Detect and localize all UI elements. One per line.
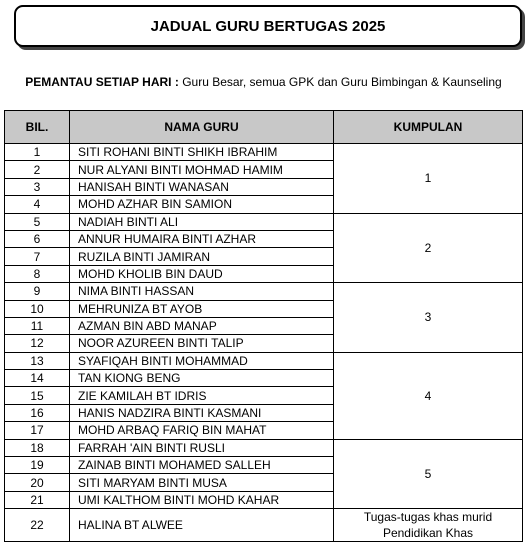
duty-roster-table [4,110,523,542]
bil-cell: 21 [5,491,70,508]
bil-cell: 10 [5,300,70,317]
monitor-note [0,75,527,89]
nama-cell: AZMAN BIN ABD MANAP [70,317,334,334]
kumpulan-cell: 2 [334,213,523,283]
header-nama: NAMA GURU [70,111,334,144]
bil-cell: 9 [5,283,70,300]
nama-cell: HANISAH BINTI WANASAN [70,178,334,195]
nama-cell: MEHRUNIZA BT AYOB [70,300,334,317]
bil-cell: 1 [5,144,70,161]
bil-cell: 5 [5,213,70,230]
bil-cell: 6 [5,230,70,247]
bil-cell: 8 [5,265,70,282]
bil-cell: 18 [5,439,70,456]
nama-cell: FARRAH 'AIN BINTI RUSLI [70,439,334,456]
table-header-row [5,111,523,144]
special-duty-cell [334,509,523,542]
bil-cell: 3 [5,178,70,195]
nama-cell: MOHD KHOLIB BIN DAUD [70,265,334,282]
page-title [14,5,522,47]
table-row [5,509,523,542]
nama-cell: NUR ALYANI BINTI MOHMAD HAMIM [70,161,334,178]
nama-cell: ZAINAB BINTI MOHAMED SALLEH [70,457,334,474]
bil-cell: 2 [5,161,70,178]
nama-cell: TAN KIONG BENG [70,370,334,387]
special-duty-line1: Tugas-tugas khas murid [363,510,493,525]
nama-cell: NADIAH BINTI ALI [70,213,334,230]
kumpulan-cell: 3 [334,283,523,353]
table-row [5,144,523,161]
bil-cell: 4 [5,196,70,213]
nama-cell: MOHD ARBAQ FARIQ BIN MAHAT [70,422,334,439]
bil-cell: 14 [5,370,70,387]
bil-cell: 16 [5,404,70,421]
kumpulan-cell: 4 [334,352,523,439]
nama-cell: MOHD AZHAR BIN SAMION [70,196,334,213]
bil-cell: 7 [5,248,70,265]
bil-cell: 12 [5,335,70,352]
kumpulan-cell: 1 [334,144,523,214]
bil-cell: 20 [5,474,70,491]
special-duty-line2: Pendidikan Khas [382,526,474,541]
monitor-label: PEMANTAU SETIAP HARI : [25,75,179,89]
table-row [5,283,523,300]
header-bil: BIL. [5,111,70,144]
title-text: JADUAL GURU BERTUGAS 2025 [150,17,386,35]
nama-cell: ZIE KAMILAH BT IDRIS [70,387,334,404]
nama-cell: NIMA BINTI HASSAN [70,283,334,300]
table-row [5,213,523,230]
monitor-text: Guru Besar, semua GPK dan Guru Bimbingan & Kaunseling [182,75,502,89]
bil-cell: 11 [5,317,70,334]
nama-cell: SYAFIQAH BINTI MOHAMMAD [70,352,334,369]
bil-cell: 19 [5,457,70,474]
nama-cell: NOOR AZUREEN BINTI TALIP [70,335,334,352]
header-kumpulan: KUMPULAN [334,111,523,144]
table-row [5,352,523,369]
nama-cell: UMI KALTHOM BINTI MOHD KAHAR [70,491,334,508]
nama-cell: HALINA BT ALWEE [70,509,334,542]
nama-cell: ANNUR HUMAIRA BINTI AZHAR [70,230,334,247]
bil-cell: 22 [5,509,70,542]
bil-cell: 13 [5,352,70,369]
nama-cell: SITI ROHANI BINTI SHIKH IBRAHIM [70,144,334,161]
nama-cell: RUZILA BINTI JAMIRAN [70,248,334,265]
bil-cell: 17 [5,422,70,439]
nama-cell: SITI MARYAM BINTI MUSA [70,474,334,491]
bil-cell: 15 [5,387,70,404]
kumpulan-cell: 5 [334,439,523,509]
table-row [5,439,523,456]
nama-cell: HANIS NADZIRA BINTI KASMANI [70,404,334,421]
